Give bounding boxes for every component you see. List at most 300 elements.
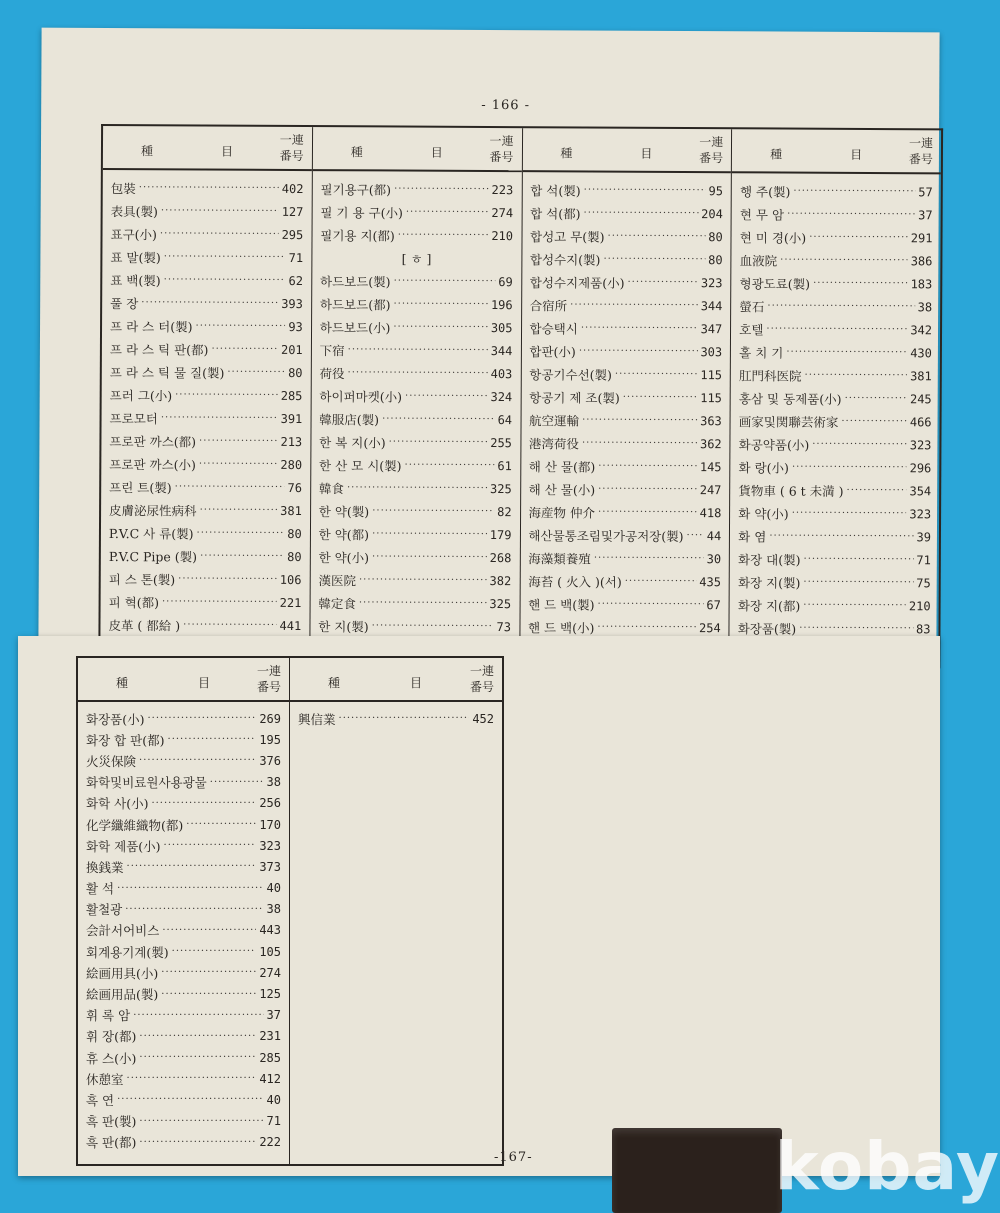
- dot-leader: [841, 416, 907, 427]
- entry-name: 표 말(製): [110, 249, 161, 265]
- entry-name: 화장 지(製): [737, 574, 801, 591]
- entry-name: 화장품(製): [737, 620, 797, 637]
- header-eye: 目: [220, 144, 234, 159]
- entry-name: 하드보드(小): [319, 319, 391, 335]
- entry-serial-number: 274: [259, 965, 281, 980]
- dot-leader: [382, 413, 495, 425]
- entry-serial-number: 443: [259, 923, 281, 938]
- index-entry: [311, 499, 520, 523]
- dot-leader: [608, 231, 706, 243]
- entry-name: 会計서어비스: [86, 923, 160, 939]
- dot-leader: [803, 600, 906, 612]
- dot-leader: [359, 597, 487, 609]
- entry-serial-number: 204: [701, 206, 723, 221]
- index-entry: [730, 547, 939, 571]
- column-header: [313, 127, 522, 172]
- index-entry: [78, 1026, 289, 1047]
- entry-name: 合宿所: [529, 297, 568, 313]
- entry-serial-number: 183: [910, 276, 933, 291]
- entry-name: 화 염: [738, 528, 767, 544]
- entry-name: 활 석: [86, 881, 115, 897]
- dot-leader: [117, 883, 263, 894]
- index-entry: [311, 361, 520, 385]
- entry-name: 화장품(小): [86, 711, 145, 727]
- entry-serial-number: 245: [909, 391, 932, 406]
- index-entry: [311, 453, 520, 477]
- entry-serial-number: 412: [259, 1071, 281, 1086]
- index-entry: [312, 292, 521, 316]
- header-item: 種: [140, 144, 154, 159]
- entry-serial-number: 37: [266, 1008, 281, 1023]
- entry-name: 表具(製): [110, 203, 158, 219]
- index-entry: [78, 1132, 289, 1153]
- entry-serial-number: 80: [708, 252, 723, 267]
- entry-serial-number: 466: [909, 414, 932, 429]
- header-serial: 一連 番号: [469, 664, 494, 694]
- entry-name: 화장 합 판(都): [86, 732, 165, 748]
- entry-serial-number: 441: [279, 618, 302, 633]
- entry-serial-number: 80: [287, 549, 302, 564]
- header-serial: 一連 番号: [256, 664, 281, 694]
- table-column: [290, 658, 502, 1164]
- index-entry: [78, 793, 289, 814]
- entry-serial-number: 83: [915, 621, 931, 636]
- entry-name: 프 라 스 터(製): [110, 318, 193, 334]
- index-entry: [522, 178, 731, 202]
- index-entry: [730, 570, 939, 594]
- entry-serial-number: 61: [497, 458, 512, 473]
- dot-leader: [394, 184, 489, 195]
- dot-leader: [200, 550, 284, 561]
- entry-serial-number: 303: [700, 344, 723, 359]
- entry-name: 휘 장(都): [86, 1029, 137, 1045]
- dot-leader: [803, 577, 913, 589]
- header-item: 種: [560, 146, 573, 161]
- index-entry: [521, 477, 730, 501]
- table-column: [100, 126, 313, 665]
- entry-serial-number: 223: [491, 182, 514, 197]
- entry-name: 프 라 스 틱 물 질(製): [109, 364, 225, 381]
- dot-leader: [786, 347, 907, 359]
- index-entry: [522, 270, 731, 294]
- entry-name: 한 복 지(小): [319, 434, 386, 450]
- dot-leader: [581, 322, 698, 334]
- entry-serial-number: 71: [916, 552, 931, 567]
- entry-name: 漢医院: [318, 572, 357, 588]
- table-column: [78, 658, 290, 1164]
- index-entry: [310, 591, 519, 615]
- index-entry: [732, 225, 941, 249]
- entry-serial-number: 291: [910, 230, 933, 245]
- entry-name: 휴 스(小): [86, 1050, 137, 1066]
- entry-name: 화장 대(製): [738, 551, 801, 568]
- index-entry: [312, 246, 521, 270]
- entry-name: 홀 치 기: [739, 344, 784, 361]
- header-eye: 目: [640, 146, 653, 161]
- entry-name: 형광도료(製): [739, 275, 811, 292]
- index-entry: [102, 406, 311, 430]
- dot-leader: [813, 278, 908, 289]
- entry-serial-number: 37: [918, 207, 933, 222]
- entry-name: 換銭業: [86, 859, 124, 875]
- dot-leader: [598, 484, 697, 496]
- dot-leader: [603, 254, 705, 266]
- entry-serial-number: 403: [490, 366, 513, 381]
- dot-leader: [359, 574, 487, 586]
- entry-serial-number: 344: [490, 343, 513, 358]
- index-entry: [311, 522, 520, 546]
- dot-leader: [160, 228, 279, 240]
- entry-name: 絵画用具(小): [86, 965, 159, 981]
- entry-serial-number: 40: [266, 881, 281, 896]
- entry-serial-number: 80: [287, 526, 302, 541]
- entry-serial-number: 402: [281, 181, 304, 196]
- index-entry: [78, 1068, 289, 1089]
- entry-name: 해 산 물(小): [528, 481, 596, 498]
- index-entry: [78, 750, 289, 771]
- index-entry: [522, 293, 731, 317]
- entry-serial-number: 196: [490, 297, 513, 312]
- entry-serial-number: 145: [699, 459, 722, 474]
- entry-serial-number: 62: [288, 273, 304, 288]
- dot-leader: [597, 622, 696, 634]
- dot-leader: [393, 321, 488, 332]
- entry-name: 표 백(製): [110, 272, 161, 288]
- entry-name: 활철광: [86, 902, 123, 918]
- dot-leader: [687, 530, 704, 541]
- entry-serial-number: 323: [909, 506, 932, 521]
- entry-serial-number: 430: [910, 345, 932, 360]
- dot-leader: [372, 620, 494, 632]
- index-entry: [78, 1005, 289, 1026]
- entry-serial-number: 324: [490, 389, 513, 404]
- entry-name: 피 혁(都): [108, 594, 160, 610]
- entry-serial-number: 268: [489, 550, 512, 565]
- entry-name: 海産物 仲介: [528, 504, 596, 521]
- index-entry: [101, 521, 310, 545]
- dot-leader: [178, 573, 277, 585]
- dot-leader: [584, 184, 706, 196]
- index-entry: [520, 523, 729, 547]
- entry-serial-number: 386: [910, 253, 933, 268]
- entry-name: 행 주(製): [739, 183, 791, 200]
- index-entry: [78, 729, 289, 750]
- dot-leader: [196, 320, 286, 331]
- index-entry: [102, 268, 311, 292]
- entry-name: 합성수지제품(小): [529, 274, 625, 291]
- table-column: [310, 127, 523, 666]
- dot-leader: [175, 481, 285, 493]
- dot-leader: [139, 1116, 263, 1127]
- dot-leader: [780, 255, 908, 267]
- index-entry: [78, 835, 289, 856]
- entry-name: 핸 드 백(製): [528, 596, 595, 613]
- entry-serial-number: 381: [910, 368, 932, 383]
- dot-leader: [792, 462, 907, 474]
- entry-name: 흑 판(都): [86, 1135, 137, 1151]
- index-entry: [521, 316, 730, 340]
- index-entry: [731, 340, 940, 364]
- index-entry: [101, 475, 310, 499]
- entry-serial-number: 44: [706, 528, 722, 543]
- index-entry: [78, 878, 289, 899]
- index-entry: [311, 476, 520, 500]
- dot-leader: [627, 277, 697, 288]
- dot-leader: [347, 482, 487, 494]
- dot-leader: [127, 861, 257, 872]
- entry-name: 회계용기계(製): [86, 944, 169, 960]
- column-header: [732, 129, 941, 174]
- dot-leader: [405, 391, 487, 402]
- dot-leader: [793, 186, 915, 198]
- header-eye: 目: [198, 676, 211, 690]
- entry-name: 화공약품(小): [738, 436, 810, 453]
- index-entry: [730, 501, 939, 525]
- index-entry: [78, 1111, 289, 1132]
- entry-serial-number: 452: [472, 711, 494, 726]
- entry-serial-number: 106: [279, 572, 302, 587]
- index-entry: [311, 407, 520, 431]
- entry-serial-number: 342: [910, 322, 933, 337]
- index-entry: [78, 899, 289, 920]
- column-header: [522, 128, 731, 173]
- entry-name: 螢石: [739, 298, 765, 314]
- entry-name: 풀 장: [110, 295, 139, 311]
- entry-name: 韓定食: [318, 595, 356, 611]
- column-header: [103, 126, 312, 171]
- dot-leader: [139, 1052, 256, 1063]
- index-entry: [102, 383, 311, 407]
- index-entry: [312, 269, 521, 293]
- index-entry: [730, 593, 939, 617]
- entry-name: 皮膚泌尿性病科: [109, 502, 197, 518]
- entry-name: 火災保険: [86, 753, 137, 769]
- entry-serial-number: 295: [281, 227, 304, 242]
- dot-leader: [579, 345, 698, 357]
- dot-leader: [183, 619, 276, 630]
- dot-leader: [125, 904, 263, 915]
- dot-leader: [197, 527, 285, 538]
- entry-serial-number: 179: [489, 527, 512, 542]
- entry-name: 興信業: [298, 711, 336, 727]
- entry-serial-number: 67: [706, 597, 721, 612]
- entry-serial-number: 393: [281, 296, 303, 311]
- entry-name: 하드보드(製): [319, 273, 391, 289]
- dot-leader: [767, 300, 914, 312]
- index-entry: [102, 337, 311, 361]
- index-entry: [522, 201, 731, 225]
- dot-leader: [127, 1073, 257, 1084]
- index-entry: [312, 200, 521, 224]
- index-entry: [102, 222, 311, 246]
- entry-name: 피 스 톤(製): [108, 571, 176, 587]
- entry-name: 홍삼 및 동제품(小): [738, 390, 842, 407]
- dot-leader: [139, 1031, 256, 1042]
- entry-serial-number: 93: [288, 319, 303, 334]
- dot-leader: [372, 505, 494, 517]
- entry-name: 한 약(製): [318, 503, 370, 519]
- entry-serial-number: 82: [497, 504, 512, 519]
- dot-leader: [117, 1094, 263, 1105]
- entry-name: 현 미 경(小): [739, 229, 807, 246]
- entry-serial-number: 115: [700, 390, 722, 405]
- dot-leader: [151, 798, 256, 809]
- index-entry: [520, 546, 729, 570]
- entry-name: 한 약(小): [318, 549, 370, 565]
- index-entry: [78, 920, 289, 941]
- dot-leader: [186, 819, 256, 830]
- entry-serial-number: 38: [917, 299, 933, 314]
- entry-name: P.V.C Pipe (製): [108, 548, 198, 564]
- entry-serial-number: 323: [909, 437, 932, 452]
- dot-leader: [372, 528, 487, 540]
- entry-serial-number: 323: [259, 838, 281, 853]
- entry-serial-number: 363: [700, 413, 722, 428]
- entry-name: 화장 지(都): [737, 597, 801, 614]
- entry-serial-number: 344: [700, 298, 723, 313]
- entry-serial-number: 323: [700, 275, 723, 290]
- index-entry: [521, 500, 730, 524]
- index-entry: [311, 384, 520, 408]
- header-item: 種: [328, 676, 341, 690]
- dot-leader: [210, 777, 264, 788]
- entry-serial-number: 418: [699, 505, 722, 520]
- dot-leader: [164, 251, 286, 263]
- index-entry: [78, 856, 289, 877]
- dot-leader: [769, 530, 913, 542]
- index-entry: [310, 568, 519, 592]
- entry-serial-number: 71: [266, 1114, 281, 1129]
- entry-name: P.V.C 사 류(製): [108, 525, 194, 541]
- index-entry: [732, 202, 941, 226]
- entry-serial-number: 75: [916, 575, 931, 590]
- entry-serial-number: 105: [259, 944, 281, 959]
- entry-serial-number: 64: [497, 412, 513, 427]
- index-entry: [730, 478, 939, 502]
- header-item: 種: [350, 145, 363, 160]
- index-entry: [310, 614, 519, 638]
- entry-name: 흑 판(製): [86, 1114, 137, 1130]
- dot-leader: [164, 840, 257, 851]
- dot-leader: [812, 439, 907, 450]
- entry-name: 하이퍼마켓(小): [319, 388, 403, 405]
- dot-leader: [389, 436, 488, 448]
- index-entry: [312, 315, 521, 339]
- index-entry: [290, 708, 502, 729]
- entry-serial-number: 69: [498, 274, 513, 289]
- page-number-top: - 166 -: [481, 97, 531, 114]
- entry-name: 프러 그(小): [109, 387, 173, 403]
- table-column: [730, 129, 942, 668]
- entry-name: 흑 연: [86, 1092, 115, 1108]
- entry-name: 한 약(都): [318, 526, 370, 542]
- entry-serial-number: 435: [699, 574, 722, 589]
- index-entry: [102, 360, 311, 384]
- index-entry: [78, 814, 289, 835]
- index-entry: [731, 317, 940, 341]
- header-eye: 目: [850, 147, 863, 162]
- book-stand: [612, 1128, 782, 1213]
- dot-leader: [804, 554, 914, 566]
- dot-leader: [625, 576, 697, 587]
- entry-name: 표구(小): [110, 226, 157, 242]
- index-entry: [730, 524, 939, 548]
- entry-name: 프린 트(製): [109, 479, 172, 495]
- entry-name: 화학 사(小): [86, 796, 149, 812]
- dot-leader: [792, 508, 907, 520]
- index-entry: [731, 455, 940, 479]
- index-entry: [78, 772, 289, 793]
- header-serial: 一連 番号: [489, 134, 514, 165]
- index-entry: [521, 408, 730, 432]
- index-entry: [312, 338, 521, 362]
- dot-leader: [394, 275, 496, 287]
- dot-leader: [805, 370, 908, 382]
- entry-name: 휘 록 암: [86, 1008, 131, 1024]
- entry-name: 합성고 무(製): [529, 228, 605, 245]
- entry-name: 皮革 ( 都給 ): [108, 617, 181, 633]
- dot-leader: [139, 182, 279, 194]
- dot-leader: [809, 232, 908, 244]
- entry-serial-number: 254: [699, 620, 721, 635]
- dot-leader: [398, 230, 489, 241]
- dot-leader: [147, 713, 256, 724]
- entry-serial-number: 222: [259, 1135, 281, 1150]
- index-entry: [731, 386, 940, 410]
- dot-leader: [199, 435, 278, 446]
- index-table-top: [98, 124, 943, 668]
- entry-serial-number: 296: [909, 460, 932, 475]
- entry-name: 航空運輸: [529, 412, 580, 428]
- index-entry: [100, 613, 309, 637]
- entry-name: 프 라 스 틱 판(都): [109, 341, 209, 358]
- index-entry: [101, 429, 310, 453]
- index-table-bottom: [76, 656, 504, 1166]
- dot-leader: [598, 599, 704, 611]
- dot-leader: [172, 946, 257, 957]
- entry-serial-number: 231: [259, 1029, 281, 1044]
- dot-leader: [348, 344, 488, 356]
- entry-name: 합판(小): [529, 343, 576, 359]
- entry-name: 荷役: [319, 365, 345, 381]
- entry-name: [ ㅎ ]: [401, 251, 432, 267]
- entry-serial-number: 381: [280, 503, 302, 518]
- dot-leader: [200, 504, 278, 515]
- entry-serial-number: 210: [908, 598, 931, 613]
- index-entry: [312, 223, 521, 247]
- dot-leader: [133, 1010, 263, 1021]
- dot-leader: [175, 389, 278, 401]
- index-entry: [522, 224, 731, 248]
- index-entry: [731, 294, 940, 318]
- entry-name: 화 약(小): [738, 505, 789, 522]
- entry-name: 프로판 까스(小): [109, 456, 196, 472]
- entry-serial-number: 325: [489, 596, 512, 611]
- dot-leader: [227, 367, 285, 378]
- index-entry: [101, 498, 310, 522]
- dot-leader: [766, 323, 907, 335]
- entry-serial-number: 269: [259, 711, 281, 726]
- index-entry: [520, 592, 729, 616]
- index-entry: [522, 247, 731, 271]
- entry-name: 프로판 까스(都): [109, 433, 197, 449]
- dot-leader: [598, 507, 697, 519]
- index-entry: [731, 432, 940, 456]
- entry-name: 港湾荷役: [528, 435, 579, 451]
- entry-serial-number: 256: [259, 796, 281, 811]
- entry-name: 합 석(都): [530, 205, 581, 221]
- dot-leader: [582, 437, 697, 449]
